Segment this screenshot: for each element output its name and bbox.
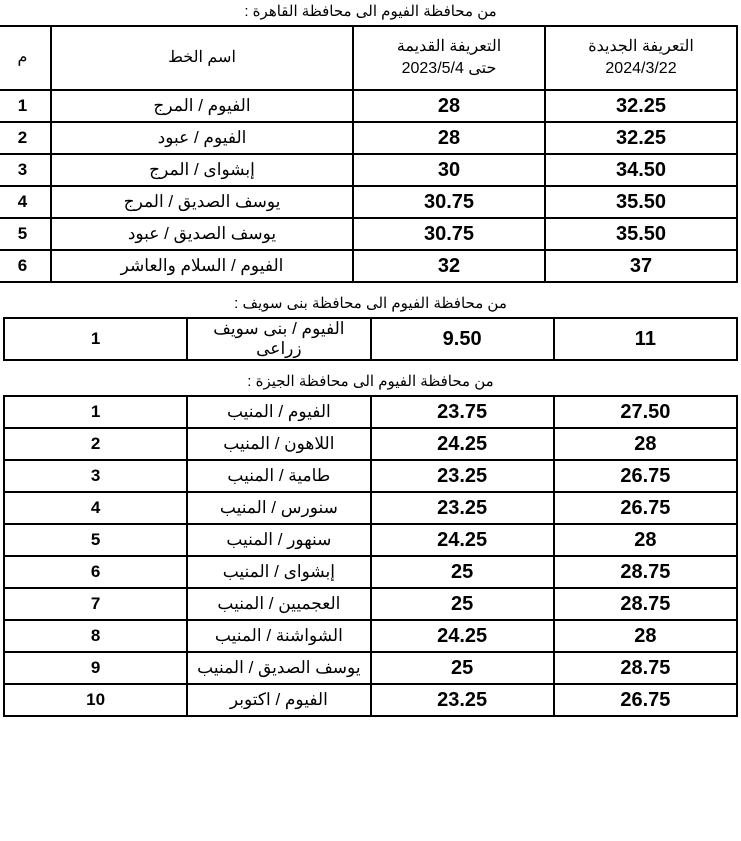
table-row xyxy=(4,684,737,716)
cell-number: 1 xyxy=(4,318,187,360)
cell-number: 10 xyxy=(4,684,187,716)
old-tariff-label: التعريفة القديمة xyxy=(396,38,502,56)
section-spacer xyxy=(0,361,741,370)
table-row xyxy=(4,652,737,684)
cell-line-name: العجميين / المنيب xyxy=(187,588,370,620)
table-row xyxy=(4,428,737,460)
fare-table-beni-suef xyxy=(3,317,738,361)
cell-new-tariff: 35.50 xyxy=(545,186,737,218)
section-spacer xyxy=(0,283,741,292)
cell-number: 5 xyxy=(0,218,51,250)
cell-number: 6 xyxy=(0,250,51,282)
cell-number: 4 xyxy=(0,186,51,218)
table-body-giza xyxy=(4,396,737,716)
cell-line-name: يوسف الصديق / المنيب xyxy=(187,652,370,684)
table-body-cairo xyxy=(0,90,737,282)
cell-number: 7 xyxy=(4,588,187,620)
cell-old-tariff: 25 xyxy=(371,556,554,588)
cell-old-tariff: 9.50 xyxy=(371,318,554,360)
cell-new-tariff: 35.50 xyxy=(545,218,737,250)
cell-line-name: الفيوم / بنى سويف زراعى xyxy=(187,318,370,360)
cell-line-name: إبشواى / المرج xyxy=(51,154,353,186)
cell-line-name: الفيوم / المنيب xyxy=(187,396,370,428)
cell-number: 1 xyxy=(4,396,187,428)
cell-line-name: اللاهون / المنيب xyxy=(187,428,370,460)
cell-old-tariff: 25 xyxy=(371,588,554,620)
cell-old-tariff: 24.25 xyxy=(371,428,554,460)
cell-old-tariff: 30.75 xyxy=(353,186,545,218)
table-row xyxy=(0,122,737,154)
table-row xyxy=(0,90,737,122)
cell-old-tariff: 32 xyxy=(353,250,545,282)
cell-line-name: الفيوم / المرج xyxy=(51,90,353,122)
cell-new-tariff: 11 xyxy=(554,318,737,360)
new-tariff-date: 2024/3/22 xyxy=(605,60,677,77)
cell-new-tariff: 28 xyxy=(554,524,737,556)
table-row xyxy=(4,396,737,428)
cell-old-tariff: 25 xyxy=(371,652,554,684)
header-row xyxy=(0,26,737,90)
cell-line-name: إبشواى / المنيب xyxy=(187,556,370,588)
table-body-beni-suef xyxy=(4,318,737,360)
cell-old-tariff: 23.75 xyxy=(371,396,554,428)
cell-number: 4 xyxy=(4,492,187,524)
cell-number: 1 xyxy=(0,90,51,122)
column-header-old-tariff xyxy=(353,26,545,90)
cell-new-tariff: 28.75 xyxy=(554,556,737,588)
cell-line-name: الشواشنة / المنيب xyxy=(187,620,370,652)
cell-old-tariff: 23.25 xyxy=(371,684,554,716)
table-row xyxy=(4,556,737,588)
table-row xyxy=(4,460,737,492)
cell-new-tariff: 32.25 xyxy=(545,122,737,154)
column-header-new-tariff xyxy=(545,26,737,90)
cell-number: 3 xyxy=(0,154,51,186)
cell-new-tariff: 26.75 xyxy=(554,684,737,716)
cell-number: 3 xyxy=(4,460,187,492)
cell-number: 2 xyxy=(4,428,187,460)
cell-old-tariff: 23.25 xyxy=(371,492,554,524)
cell-old-tariff: 28 xyxy=(353,90,545,122)
column-header-number: م xyxy=(0,26,51,90)
table-row xyxy=(4,620,737,652)
section-title-cairo: من محافظة الفيوم الى محافظة القاهرة : xyxy=(244,3,497,20)
cell-new-tariff: 37 xyxy=(545,250,737,282)
cell-line-name: يوسف الصديق / المرج xyxy=(51,186,353,218)
cell-line-name: الفيوم / عبود xyxy=(51,122,353,154)
table-row xyxy=(0,186,737,218)
section-title-beni-suef: من محافظة الفيوم الى محافظة بنى سويف : xyxy=(234,295,507,312)
fare-table-giza xyxy=(3,395,738,717)
cell-number: 8 xyxy=(4,620,187,652)
cell-number: 9 xyxy=(4,652,187,684)
table-header-cairo xyxy=(0,26,737,90)
cell-new-tariff: 26.75 xyxy=(554,492,737,524)
cell-new-tariff: 28.75 xyxy=(554,588,737,620)
cell-new-tariff: 32.25 xyxy=(545,90,737,122)
cell-number: 5 xyxy=(4,524,187,556)
cell-new-tariff: 28.75 xyxy=(554,652,737,684)
cell-new-tariff: 26.75 xyxy=(554,460,737,492)
cell-line-name: الفيوم / السلام والعاشر xyxy=(51,250,353,282)
cell-line-name: الفيوم / اكتوبر xyxy=(187,684,370,716)
cell-line-name: سنورس / المنيب xyxy=(187,492,370,524)
cell-old-tariff: 24.25 xyxy=(371,524,554,556)
cell-old-tariff: 28 xyxy=(353,122,545,154)
table-row xyxy=(0,218,737,250)
cell-new-tariff: 28 xyxy=(554,428,737,460)
table-row xyxy=(4,492,737,524)
cell-old-tariff: 24.25 xyxy=(371,620,554,652)
fare-table-cairo xyxy=(0,25,738,283)
cell-line-name: يوسف الصديق / عبود xyxy=(51,218,353,250)
section-title-giza: من محافظة الفيوم الى محافظة الجيزة : xyxy=(247,373,494,390)
table-row xyxy=(4,524,737,556)
cell-old-tariff: 30 xyxy=(353,154,545,186)
new-tariff-label: التعريفة الجديدة xyxy=(588,38,694,56)
cell-line-name: سنهور / المنيب xyxy=(187,524,370,556)
cell-number: 2 xyxy=(0,122,51,154)
column-header-line-name: اسم الخط xyxy=(51,26,353,90)
cell-new-tariff: 34.50 xyxy=(545,154,737,186)
table-row xyxy=(4,318,737,360)
old-tariff-date: حتى 2023/5/4 xyxy=(401,60,497,77)
table-row xyxy=(0,250,737,282)
cell-new-tariff: 27.50 xyxy=(554,396,737,428)
cell-line-name: طامية / المنيب xyxy=(187,460,370,492)
cell-new-tariff: 28 xyxy=(554,620,737,652)
table-row xyxy=(0,154,737,186)
table-row xyxy=(4,588,737,620)
cell-old-tariff: 30.75 xyxy=(353,218,545,250)
cell-old-tariff: 23.25 xyxy=(371,460,554,492)
cell-number: 6 xyxy=(4,556,187,588)
